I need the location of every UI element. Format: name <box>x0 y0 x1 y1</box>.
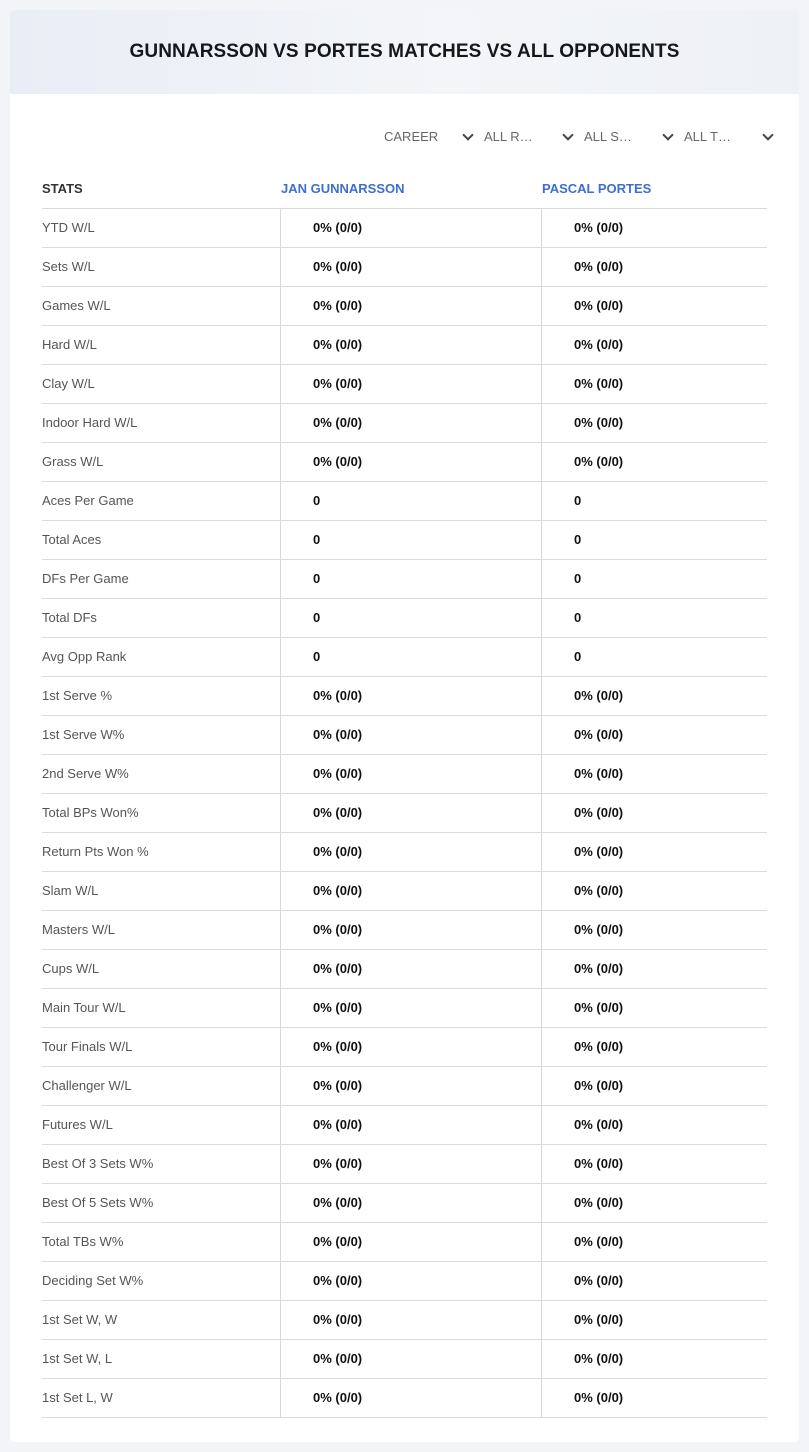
table-row <box>42 365 767 404</box>
player1-value: 0% (0/0) <box>313 220 363 235</box>
player2-value: 0% (0/0) <box>574 1390 624 1405</box>
player2-value: 0% (0/0) <box>574 922 624 937</box>
table-row <box>42 599 767 638</box>
player1-value: 0% (0/0) <box>313 259 363 274</box>
stat-label: 1st Set W, W <box>42 1312 118 1327</box>
player2-cell <box>541 1067 768 1105</box>
player2-value: 0 <box>574 532 582 547</box>
filter-tournament-label: ALL T… <box>684 129 731 144</box>
player1-cell <box>280 287 542 325</box>
stats-table <box>42 170 767 1418</box>
page-header <box>10 10 799 94</box>
player1-value: 0% (0/0) <box>313 1273 363 1288</box>
player1-cell <box>280 1379 542 1417</box>
player1-value: 0% (0/0) <box>313 1195 363 1210</box>
player1-cell <box>280 1340 542 1378</box>
player2-value: 0% (0/0) <box>574 1156 624 1171</box>
table-row <box>42 248 767 287</box>
player2-cell <box>541 794 768 832</box>
stat-label: Indoor Hard W/L <box>42 415 138 430</box>
table-row <box>42 677 767 716</box>
stat-label: 1st Set W, L <box>42 1351 113 1366</box>
table-row <box>42 1145 767 1184</box>
player1-value: 0 <box>313 571 321 586</box>
player2-cell <box>541 872 768 910</box>
player1-value: 0% (0/0) <box>313 1390 363 1405</box>
table-header <box>42 170 767 209</box>
player1-cell <box>280 638 542 676</box>
player2-cell <box>541 365 768 403</box>
stat-label: 1st Set L, W <box>42 1390 113 1405</box>
player2-value: 0 <box>574 649 582 664</box>
player1-cell <box>280 443 542 481</box>
player2-cell <box>541 755 768 793</box>
player1-value: 0% (0/0) <box>313 454 363 469</box>
player1-value: 0 <box>313 532 321 547</box>
player1-value: 0% (0/0) <box>313 922 363 937</box>
player2-cell <box>541 1301 768 1339</box>
player2-value: 0% (0/0) <box>574 376 624 391</box>
stat-label: Grass W/L <box>42 454 104 469</box>
player2-value: 0% (0/0) <box>574 415 624 430</box>
page-title: GUNNARSSON VS PORTES MATCHES VS ALL OPPONENTS <box>129 41 680 62</box>
player1-cell <box>280 1067 542 1105</box>
filter-period-label: CAREER <box>384 129 439 144</box>
player1-cell <box>280 1028 542 1066</box>
player2-value: 0% (0/0) <box>574 805 624 820</box>
stat-label: Best Of 5 Sets W% <box>42 1195 154 1210</box>
player1-cell <box>280 911 542 949</box>
player2-cell <box>541 1223 768 1261</box>
player2-value: 0% (0/0) <box>574 298 624 313</box>
player2-cell <box>541 443 768 481</box>
table-body <box>42 209 767 1418</box>
stat-label: 1st Serve W% <box>42 727 125 742</box>
table-row <box>42 989 767 1028</box>
chevron-down-icon <box>662 129 673 140</box>
player2-value: 0% (0/0) <box>574 1312 624 1327</box>
player1-cell <box>280 248 542 286</box>
player1-value: 0% (0/0) <box>313 337 363 352</box>
chevron-down-icon <box>462 129 473 140</box>
stat-label: Hard W/L <box>42 337 97 352</box>
player2-value: 0% (0/0) <box>574 1078 624 1093</box>
player2-cell <box>541 677 768 715</box>
stat-label: Slam W/L <box>42 883 99 898</box>
stat-label: Return Pts Won % <box>42 844 149 859</box>
player2-cell <box>541 1028 768 1066</box>
filter-surface-label: ALL S… <box>584 129 632 144</box>
player2-cell <box>541 404 768 442</box>
table-row <box>42 833 767 872</box>
player2-value: 0% (0/0) <box>574 454 624 469</box>
player1-cell <box>280 404 542 442</box>
player1-cell <box>280 833 542 871</box>
stat-label: Total Aces <box>42 532 102 547</box>
player2-value: 0% (0/0) <box>574 259 624 274</box>
player1-cell <box>280 1262 542 1300</box>
stat-label: Total DFs <box>42 610 97 625</box>
player2-value: 0% (0/0) <box>574 883 624 898</box>
table-row <box>42 1262 767 1301</box>
stat-label: Total TBs W% <box>42 1234 124 1249</box>
filter-surface-select[interactable] <box>584 126 684 148</box>
stat-label: Tour Finals W/L <box>42 1039 133 1054</box>
filter-bar <box>384 126 784 148</box>
player2-cell <box>541 1379 768 1417</box>
player2-cell <box>541 599 768 637</box>
player2-value: 0% (0/0) <box>574 1000 624 1015</box>
chevron-down-icon <box>562 129 573 140</box>
stat-label: Avg Opp Rank <box>42 649 127 664</box>
table-row <box>42 794 767 833</box>
table-row <box>42 1184 767 1223</box>
table-row <box>42 716 767 755</box>
player1-cell <box>280 521 542 559</box>
stat-label: YTD W/L <box>42 220 95 235</box>
player1-cell <box>280 482 542 520</box>
player2-value: 0% (0/0) <box>574 961 624 976</box>
table-row <box>42 404 767 443</box>
player1-value: 0% (0/0) <box>313 883 363 898</box>
player1-cell <box>280 1184 542 1222</box>
table-row <box>42 1028 767 1067</box>
player1-value: 0% (0/0) <box>313 1351 363 1366</box>
player2-name-link[interactable]: PASCAL PORTES <box>542 181 652 196</box>
player1-value: 0% (0/0) <box>313 415 363 430</box>
table-row <box>42 482 767 521</box>
table-row <box>42 1379 767 1418</box>
player1-value: 0% (0/0) <box>313 1312 363 1327</box>
player2-value: 0% (0/0) <box>574 337 624 352</box>
player2-cell <box>541 989 768 1027</box>
player1-cell <box>280 716 542 754</box>
player1-value: 0% (0/0) <box>313 1234 363 1249</box>
stat-label: Clay W/L <box>42 376 95 391</box>
player2-cell <box>541 911 768 949</box>
player1-value: 0% (0/0) <box>313 298 363 313</box>
table-row <box>42 1301 767 1340</box>
stat-label: Deciding Set W% <box>42 1273 144 1288</box>
table-row <box>42 872 767 911</box>
player2-cell <box>541 209 768 247</box>
player2-cell <box>541 1106 768 1144</box>
table-row <box>42 1067 767 1106</box>
player2-value: 0% (0/0) <box>574 1234 624 1249</box>
player1-cell <box>280 560 542 598</box>
player2-value: 0% (0/0) <box>574 1117 624 1132</box>
player2-cell <box>541 1184 768 1222</box>
player1-cell <box>280 209 542 247</box>
player2-value: 0 <box>574 571 582 586</box>
column-header-stats: STATS <box>42 181 83 196</box>
stat-label: Challenger W/L <box>42 1078 132 1093</box>
player1-value: 0% (0/0) <box>313 1117 363 1132</box>
stat-label: 1st Serve % <box>42 688 113 703</box>
player2-cell <box>541 248 768 286</box>
stat-label: Sets W/L <box>42 259 95 274</box>
player2-cell <box>541 287 768 325</box>
player1-value: 0% (0/0) <box>313 805 363 820</box>
table-row <box>42 287 767 326</box>
player2-cell <box>541 833 768 871</box>
player1-value: 0% (0/0) <box>313 1000 363 1015</box>
table-row <box>42 950 767 989</box>
player1-value: 0% (0/0) <box>313 688 363 703</box>
player2-cell <box>541 521 768 559</box>
player1-value: 0 <box>313 649 321 664</box>
player2-cell <box>541 482 768 520</box>
stat-label: DFs Per Game <box>42 571 129 586</box>
player1-value: 0% (0/0) <box>313 844 363 859</box>
player2-value: 0% (0/0) <box>574 1273 624 1288</box>
chevron-down-icon <box>762 129 773 140</box>
player2-value: 0% (0/0) <box>574 688 624 703</box>
filter-round-label: ALL R… <box>484 129 533 144</box>
filter-period-select[interactable] <box>384 126 484 148</box>
player1-cell <box>280 1301 542 1339</box>
stat-label: 2nd Serve W% <box>42 766 129 781</box>
table-row <box>42 1106 767 1145</box>
player1-value: 0 <box>313 493 321 508</box>
player1-value: 0% (0/0) <box>313 376 363 391</box>
table-row <box>42 911 767 950</box>
player2-value: 0% (0/0) <box>574 1195 624 1210</box>
player2-cell <box>541 1262 768 1300</box>
player1-value: 0% (0/0) <box>313 1039 363 1054</box>
player1-value: 0% (0/0) <box>313 961 363 976</box>
player2-cell <box>541 716 768 754</box>
player1-name-link[interactable]: JAN GUNNARSSON <box>281 181 405 196</box>
stat-label: Games W/L <box>42 298 111 313</box>
player1-cell <box>280 794 542 832</box>
table-row <box>42 560 767 599</box>
player2-cell <box>541 326 768 364</box>
player1-cell <box>280 755 542 793</box>
table-row <box>42 638 767 677</box>
player1-value: 0% (0/0) <box>313 727 363 742</box>
player2-cell <box>541 950 768 988</box>
stats-card <box>10 10 799 1442</box>
table-row <box>42 209 767 248</box>
player1-cell <box>280 1106 542 1144</box>
player2-value: 0 <box>574 610 582 625</box>
table-row <box>42 755 767 794</box>
player1-value: 0 <box>313 610 321 625</box>
player1-cell <box>280 677 542 715</box>
stat-label: Futures W/L <box>42 1117 113 1132</box>
player1-value: 0% (0/0) <box>313 1078 363 1093</box>
stat-label: Best Of 3 Sets W% <box>42 1156 154 1171</box>
player2-value: 0% (0/0) <box>574 220 624 235</box>
player2-value: 0% (0/0) <box>574 844 624 859</box>
filter-round-select[interactable] <box>484 126 584 148</box>
stat-label: Cups W/L <box>42 961 100 976</box>
player1-cell <box>280 950 542 988</box>
filter-tournament-select[interactable] <box>684 126 784 148</box>
stat-label: Masters W/L <box>42 922 115 937</box>
table-row <box>42 443 767 482</box>
table-row <box>42 326 767 365</box>
stat-label: Main Tour W/L <box>42 1000 126 1015</box>
table-row <box>42 1223 767 1262</box>
player1-value: 0% (0/0) <box>313 1156 363 1171</box>
player2-cell <box>541 560 768 598</box>
table-row <box>42 1340 767 1379</box>
player2-cell <box>541 638 768 676</box>
player1-cell <box>280 326 542 364</box>
stat-label: Total BPs Won% <box>42 805 139 820</box>
player2-value: 0% (0/0) <box>574 1039 624 1054</box>
player2-value: 0 <box>574 493 582 508</box>
player1-cell <box>280 872 542 910</box>
player2-value: 0% (0/0) <box>574 1351 624 1366</box>
player2-cell <box>541 1340 768 1378</box>
player1-cell <box>280 365 542 403</box>
player2-value: 0% (0/0) <box>574 766 624 781</box>
table-row <box>42 521 767 560</box>
player1-value: 0% (0/0) <box>313 766 363 781</box>
player2-cell <box>541 1145 768 1183</box>
player2-value: 0% (0/0) <box>574 727 624 742</box>
player1-cell <box>280 1223 542 1261</box>
player1-cell <box>280 599 542 637</box>
player1-cell <box>280 989 542 1027</box>
stat-label: Aces Per Game <box>42 493 134 508</box>
player1-cell <box>280 1145 542 1183</box>
